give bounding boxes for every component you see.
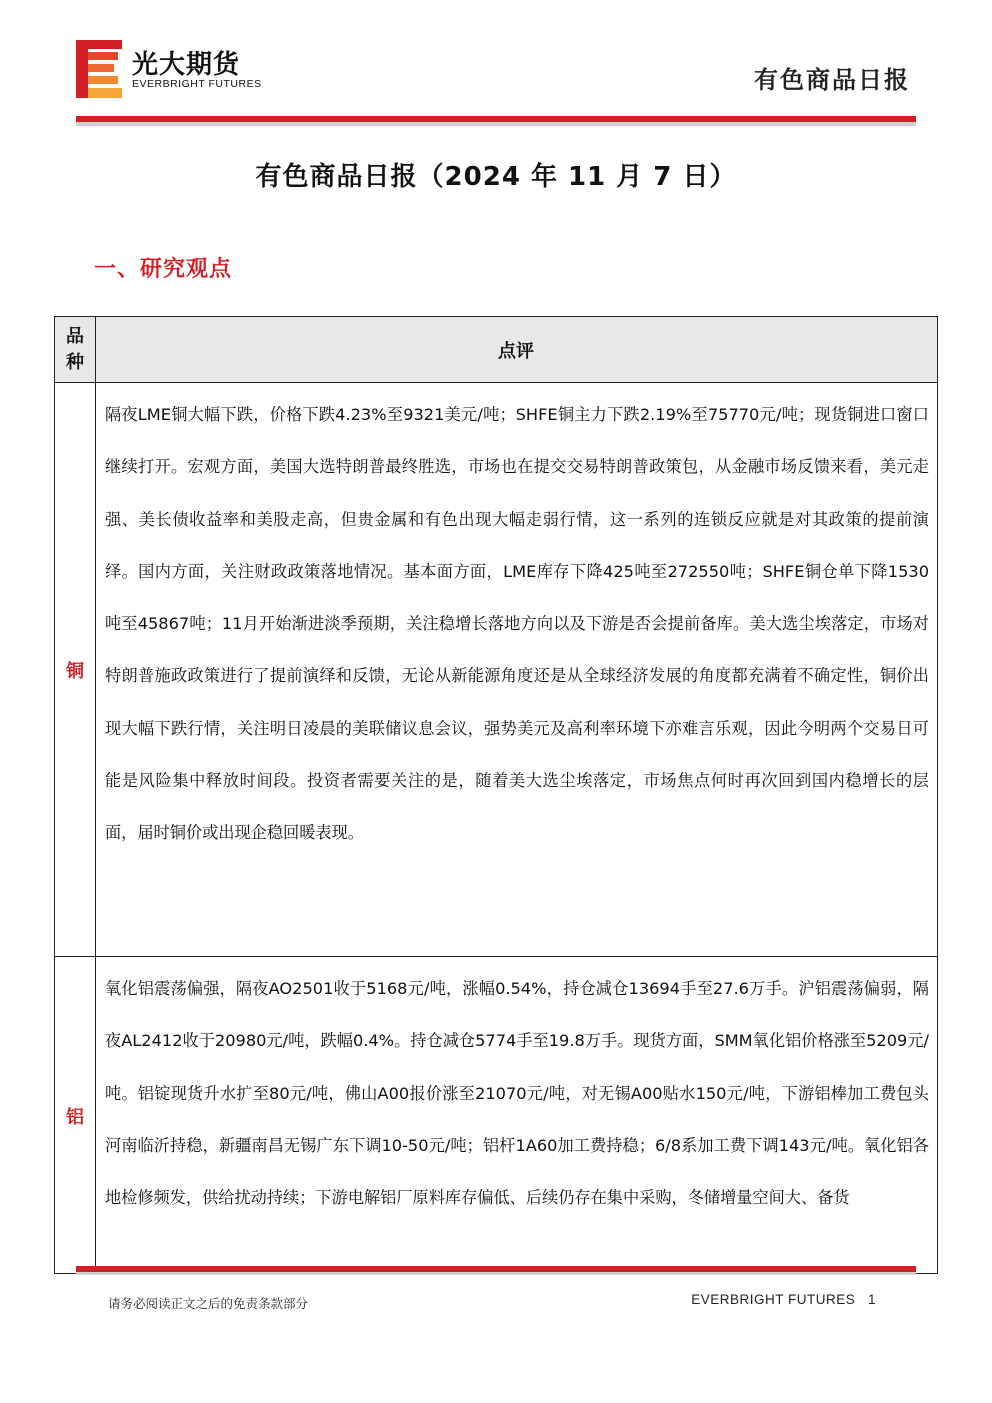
everbright-logo-icon xyxy=(76,40,124,98)
footer-disclaimer: 请务必阅读正文之后的免责条款部分 xyxy=(108,1296,309,1311)
header-divider-shadow xyxy=(76,122,916,126)
research-view-table xyxy=(54,316,938,1274)
header-category-char-2: 种 xyxy=(66,352,84,373)
section-heading: 一、研究观点 xyxy=(94,257,233,282)
footer-brand: EVERBRIGHT FUTURES xyxy=(691,1292,856,1307)
table-row xyxy=(55,957,937,1274)
row-category-aluminum: 铝 xyxy=(66,1107,84,1128)
table-column-divider xyxy=(95,317,96,1273)
row-comment-aluminum: 氧化铝震荡偏强，隔夜AO2501收于5168元/吨，涨幅0.54%，持仓减仓13694手至27.6万手。沪铝震荡偏弱，隔夜AL2412收于20980元/吨，跌幅0.4%。持仓减仓5774手至19.8万手。现货方面，SMM氧化铝价格涨至5209元/吨。铝锭现货升水扩至80元/吨，佛山A00报价涨至21070元/吨，对无锡A00贴水150元/吨，下游铝棒加工费包头河南临沂持稳，新疆南昌无锡广东下调10-50元/吨；铝杆1A60加工费持稳；6/8系加工费下调143元/吨。氧化铝各地检修频发，供给扰动持续；下游电解铝厂原料库存偏低、后续仍存在集中采购，冬储增量空间大、备货 xyxy=(105,979,929,1208)
footer-brand-page xyxy=(691,1292,876,1307)
brand-name-cn: 光大期货 xyxy=(132,50,241,80)
document-title: 有色商品日报（2024 年 11 月 7 日） xyxy=(255,162,737,192)
header-category xyxy=(55,317,95,383)
report-name: 有色商品日报 xyxy=(754,66,910,94)
row-comment-copper: 隔夜LME铜大幅下跌，价格下跌4.23%至9321美元/吨；SHFE铜主力下跌2.19%至75770元/吨；现货铜进口窗口继续打开。宏观方面，美国大选特朗普最终胜选，市场也在提交交易特朗普政策包，从金融市场反馈来看，美元走强、美长债收益率和美股走高，但贵金属和有色出现大幅走弱行情，这一系列的连锁反应就是对其政策的提前演绎。国内方面，关注财政政策落地情况。基本面方面，LME库存下降425吨至272550吨；SHFE铜仓单下降1530吨至45867吨；11月开始渐进淡季预期，关注稳增长落地方向以及下游是否会提前备库。美大选尘埃落定，市场对特朗普施政政策进行了提前演绎和反馈，无论从新能源角度还是从全球经济发展的角度都充满着不确定性，铜价出现大幅下跌行情，关注明日凌晨的美联储议息会议，强势美元及高利率环境下亦难言乐观，因此今明两个交易日可能是风险集中释放时间段。投资者需要关注的是，随着美大选尘埃落定，市场焦点何时再次回到国内稳增长的层面，届时铜价或出现企稳回暖表现。 xyxy=(105,405,929,843)
header-category-char-1: 品 xyxy=(66,326,84,347)
table-row xyxy=(55,383,937,957)
table-header xyxy=(55,317,937,383)
company-logo xyxy=(76,40,286,98)
page-number: 1 xyxy=(867,1292,876,1307)
header-comment: 点评 xyxy=(498,341,534,362)
brand-name-en: EVERBRIGHT FUTURES xyxy=(132,78,262,90)
row-category-copper: 铜 xyxy=(66,660,84,682)
footer-divider-shadow xyxy=(76,1272,916,1275)
